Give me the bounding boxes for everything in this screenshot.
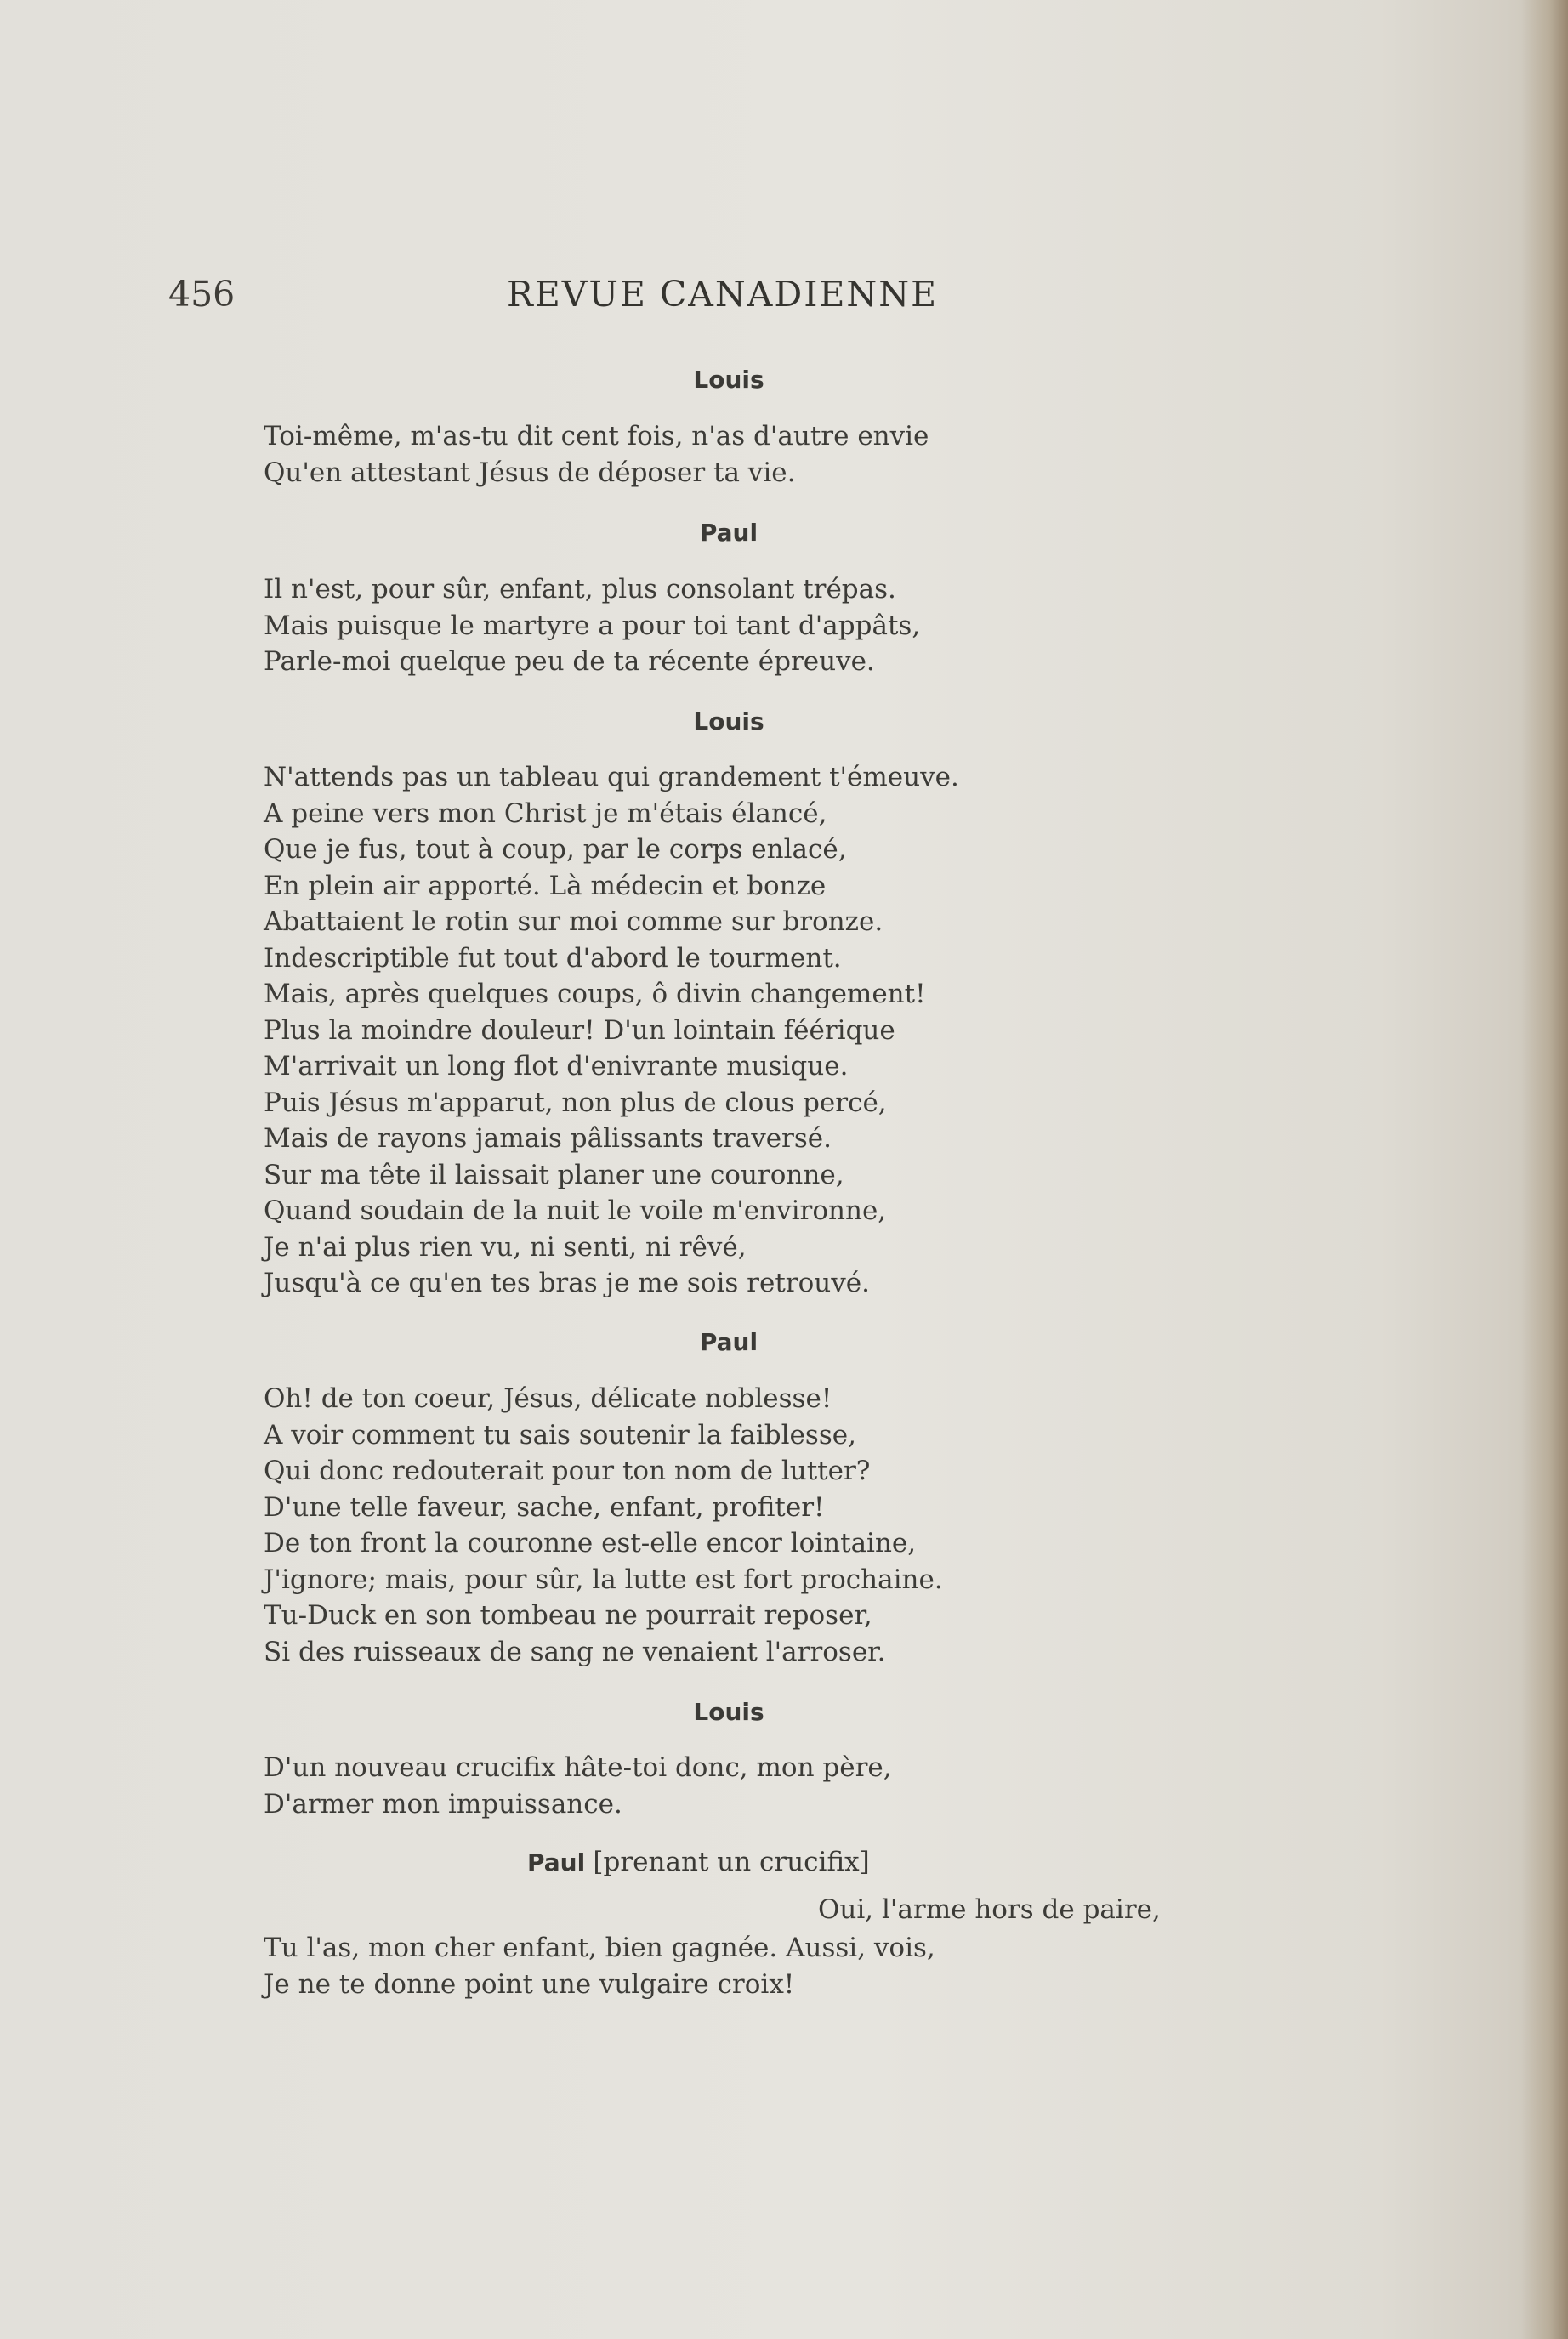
speaker-name: Paul [699,1328,758,1356]
verse-line: Qu'en attestant Jésus de déposer ta vie. [264,457,796,488]
verse-line: M'arrivait un long flot d'enivrante musique. [264,1051,849,1082]
verse-line: En plein air apporté. Là médecin et bonze [264,870,827,901]
verse-block [264,1750,892,1822]
running-title: REVUE CANADIENNE [507,274,939,315]
verse-block [264,1930,935,2002]
verse-line: D'une telle faveur, sache, enfant, profiter! [264,1491,825,1523]
verse-line: Parle-moi quelque peu de ta récente épreuve. [264,646,875,677]
verse-line: Toi-même, m'as-tu dit cent fois, n'as d'autre envie [264,421,929,451]
verse-line: Je n'ai plus rien vu, ni senti, ni rêvé, [264,1231,747,1263]
verse-line: A peine vers mon Christ je m'étais élancé, [264,798,827,829]
speaker-name: Louis [693,1698,764,1726]
page-spine-edge [1521,0,1568,2339]
verse-block [264,571,920,680]
verse-block [264,1381,943,1670]
verse-line: Mais de rayons jamais pâlissants traversé. [264,1123,832,1154]
verse-line: De ton front la couronne est-elle encor lointaine, [264,1528,917,1558]
verse-line: Sur ma tête il laissait planer une couronne, [264,1159,844,1190]
verse-block [264,418,929,491]
verse-line: N'attends pas un tableau qui grandement t'émeuve. [264,762,959,792]
verse-line: Que je fus, tout à coup, par le corps enlacé, [264,834,847,865]
verse-line: Je ne te donne point une vulgaire croix! [264,1968,795,2000]
verse-line: Si des ruisseaux de sang ne venaient l'arroser. [264,1636,886,1667]
verse-line: Plus la moindre douleur! D'un lointain féérique [264,1014,895,1046]
verse-line: Indescriptible fut tout d'abord le tourment. [264,942,842,974]
verse-line: Qui donc redouterait pour ton nom de lutter? [264,1456,871,1486]
speaker-name: Paul [699,519,758,547]
verse-line: Tu-Duck en son tombeau ne pourrait reposer, [264,1600,872,1631]
verse-line: D'armer mon impuissance. [264,1788,622,1820]
verse-line: Oh! de ton coeur, Jésus, délicate noblesse! [264,1383,832,1414]
verse-line: Tu l'as, mon cher enfant, bien gagnée. Aussi, vois, [264,1933,935,1963]
verse-line: Puis Jésus m'apparut, non plus de clous percé, [264,1087,887,1118]
verse-line: A voir comment tu sais soutenir la faiblesse, [264,1419,856,1451]
verse-line: J'ignore; mais, pour sûr, la lutte est fort prochaine. [264,1564,943,1595]
verse-line: Jusqu'à ce qu'en tes bras je me sois retrouvé. [264,1268,870,1298]
verse-line: D'un nouveau crucifix hâte-toi donc, mon père, [264,1752,892,1783]
stage-direction: [prenant un crucifix] [593,1847,870,1877]
verse-line: Mais puisque le martyre a pour toi tant d'appâts, [264,610,921,641]
verse-half-line: Oui, l'arme hors de paire, [818,1894,1161,1925]
page-number: 456 [168,274,236,315]
verse-line: Mais, après quelques coups, ô divin changement! [264,979,926,1009]
speaker-name: Louis [693,707,764,735]
stage-heading [527,1847,870,1877]
verse-line: Il n'est, pour sûr, enfant, plus consolant trépas. [264,574,896,605]
speaker-name: Paul [527,1848,586,1876]
speaker-name: Louis [693,366,764,394]
verse-line: Quand soudain de la nuit le voile m'environne, [264,1195,887,1226]
verse-block [264,759,959,1302]
verse-line: Abattaient le rotin sur moi comme sur bronze. [264,906,883,937]
